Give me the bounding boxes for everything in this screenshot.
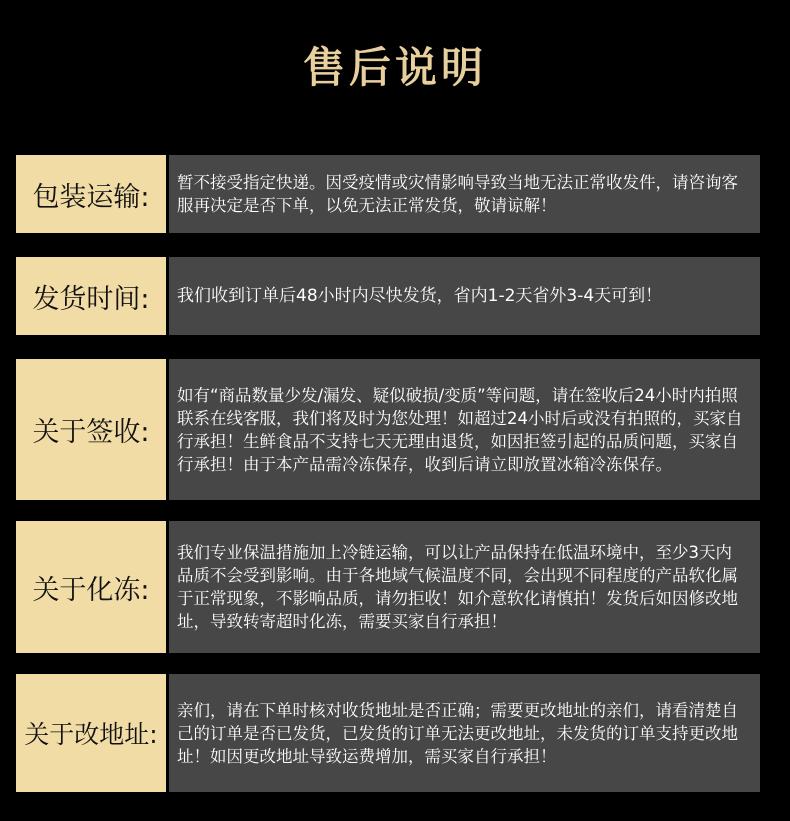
section-packaging-shipping <box>16 155 760 233</box>
section-content-box <box>169 155 760 233</box>
section-label-box <box>16 674 166 792</box>
section-label-box <box>16 257 166 335</box>
section-text: 我们专业保温措施加上冷链运输，可以让产品保持在低温环境中，至少3天内品质不会受到影响。由于各地域气候温度不同，会出现不同程度的产品软化属于正常现象，不影响品质，请勿拒收！如介意软化请慎拍！发货后如因修改地址，导致转寄超时化冻，需要买家自行承担！ <box>177 543 738 631</box>
section-label: 发货时间: <box>32 283 150 315</box>
section-label-box <box>16 359 166 500</box>
section-label-box <box>16 521 166 653</box>
section-shipping-time <box>16 257 760 335</box>
section-content-box <box>169 674 760 792</box>
page-title: 售后说明 <box>302 43 487 92</box>
section-receipt <box>16 359 760 500</box>
section-text: 我们收到订单后48小时内尽快发货，省内1-2天省外3-4天可到！ <box>177 285 663 306</box>
section-label: 关于改地址: <box>24 720 158 749</box>
section-label-box <box>16 155 166 233</box>
section-content-box <box>169 521 760 653</box>
section-thawing <box>16 521 760 653</box>
section-text: 亲们，请在下单时核对收货地址是否正确；需要更改地址的亲们，请看清楚自己的订单是否已发货，已发货的订单无法更改地址，未发货的订单支持更改地址！如因更改地址导致运费增加，需买家自行承担！ <box>177 700 738 766</box>
section-label: 关于签收: <box>32 417 150 448</box>
section-address-change <box>16 674 760 792</box>
section-label: 关于化冻: <box>32 574 150 606</box>
section-label: 包装运输: <box>32 181 150 213</box>
section-text: 如有“商品数量少发/漏发、疑似破损/变质”等问题，请在签收后24小时内拍照联系在线客服，我们将及时为您处理！如超过24小时后或没有拍照的，买家自行承担！生鲜食品不支持七天无理由退货，如因拒签引起的品质问题，买家自行承担！由于本产品需冷冻保存，收到后请立即放置冰箱冷冻保存。 <box>177 385 743 474</box>
section-text: 暂不接受指定快递。因受疫情或灾情影响导致当地无法正常收发件，请咨询客服再决定是否下单，以免无法正常发货，敬请谅解！ <box>177 173 738 215</box>
section-content-box <box>169 257 760 335</box>
section-content-box <box>169 359 760 500</box>
